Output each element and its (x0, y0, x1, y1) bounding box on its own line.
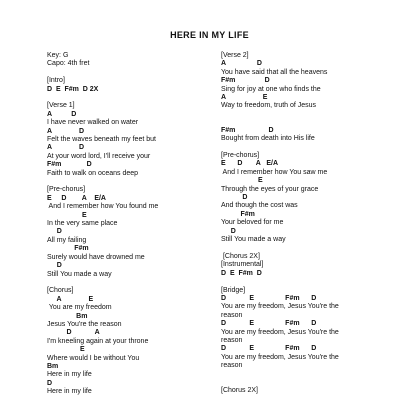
lyric-line: [Intro] (47, 77, 65, 85)
lyric-line: In the very same place (47, 220, 118, 228)
lyric-line: All my failing (47, 236, 87, 244)
lyric-block (221, 52, 401, 111)
lyric-line: Jesus You're the reason (47, 320, 122, 328)
lyric-line: You are my freedom, Jesus You're the (221, 328, 339, 336)
left-column (47, 52, 227, 405)
chord-line: F#m (221, 210, 255, 218)
chord-line: D E F#m D (221, 345, 317, 353)
lyric-line: Bought from death into His life (221, 135, 315, 143)
chord-line: F#m (47, 245, 89, 253)
chord-line: Bm (47, 362, 59, 370)
chord-line: E (47, 346, 85, 354)
lyric-line: Capo: 4th fret (47, 60, 90, 68)
chord-line: F#m D (47, 161, 92, 169)
lyric-line: Through the eyes of your grace (221, 185, 319, 193)
lyric-line: [Pre-chorus] (221, 152, 260, 160)
chord-line: D (47, 262, 62, 270)
lyric-block (47, 186, 227, 278)
lyric-line: You are my freedom (47, 304, 112, 312)
lyric-line: Still You made a way (221, 236, 286, 244)
lyric-line: Still You made a way (47, 270, 112, 278)
chord-line: D (47, 228, 62, 236)
chord-line: E (47, 211, 87, 219)
chord-line: D A (47, 329, 100, 337)
lyric-line: Way to freedom, truth of Jesus (221, 102, 317, 110)
lyric-line: And though the cost was (221, 202, 298, 210)
lyric-line: [Chorus] (47, 287, 74, 295)
chord-line: A E (221, 94, 268, 102)
lyric-block (221, 287, 401, 371)
lyric-line: Faith to walk on oceans deep (47, 169, 139, 177)
lyric-line: Key: G (47, 52, 69, 59)
lyric-line: reason (221, 362, 243, 370)
chord-line: D (221, 227, 236, 235)
lyric-block (47, 287, 227, 396)
lyric-line: Your beloved for me (221, 219, 284, 227)
chord-line: D E F#m D (221, 294, 317, 302)
chord-line: D E F#m D (221, 320, 317, 328)
lyric-block (221, 387, 401, 395)
chord-line: A D (47, 110, 77, 118)
lyric-block (221, 253, 401, 278)
lyric-line: [Verse 2] (221, 52, 249, 59)
chord-line: A D (47, 127, 85, 135)
song-title: HERE IN MY LIFE (170, 30, 249, 40)
chord-line: D E F#m D (221, 269, 262, 277)
lyric-line: Surely would have drowned me (47, 253, 145, 261)
lyric-line: [Bridge] (221, 286, 246, 294)
lyric-line: Where would I be without You (47, 354, 140, 362)
lyric-block (221, 152, 401, 244)
lyric-line: [Chorus 2X] (221, 252, 260, 260)
lyric-line: [Chorus 2X] (221, 386, 258, 394)
lyric-block (47, 77, 227, 94)
chord-line: E D A E/A (221, 160, 279, 168)
lyric-line: At your word lord, I'll receive your (47, 152, 151, 160)
chord-line: F#m D (221, 77, 270, 85)
lyric-line: reason (221, 311, 243, 319)
lyric-line: And I remember how You saw me (221, 168, 328, 176)
right-column (221, 52, 401, 403)
chord-line: D (47, 379, 53, 387)
lyric-line: [Instrumental] (221, 261, 264, 269)
lyric-line: reason (221, 336, 243, 344)
lyric-block (47, 52, 227, 69)
lyric-line: You have said that all the heavens (221, 68, 328, 76)
lyric-line: You are my freedom, Jesus You're the (221, 303, 339, 311)
chord-line: Bm (47, 312, 88, 320)
chord-line: D (221, 194, 248, 202)
chord-line: F#m D (221, 126, 274, 134)
chord-line: A D (47, 144, 85, 152)
lyric-line: [Pre-chorus] (47, 186, 86, 194)
chord-line: E (221, 177, 263, 185)
lyric-line: Here in my life (47, 371, 92, 379)
lyric-line: I'm kneeling again at your throne (47, 337, 149, 345)
chord-line: E D A E/A (47, 194, 106, 202)
lyric-line: [Verse 1] (47, 102, 75, 110)
lyric-block (221, 127, 401, 144)
lyric-line: And I remember how You found me (47, 203, 159, 211)
lyric-line: Here in my life (47, 388, 92, 396)
lyric-line: I have never walked on water (47, 119, 139, 127)
chord-line: D E F#m D 2X (47, 85, 99, 93)
lyric-line: Sing for joy at one who finds the (221, 85, 321, 93)
lyric-line: Felt the waves beneath my feet but (47, 136, 156, 144)
lyric-line: You are my freedom, Jesus You're the (221, 353, 339, 361)
chord-line: A E (47, 295, 94, 303)
lyric-block (47, 102, 227, 178)
chord-line: A D (221, 60, 262, 68)
